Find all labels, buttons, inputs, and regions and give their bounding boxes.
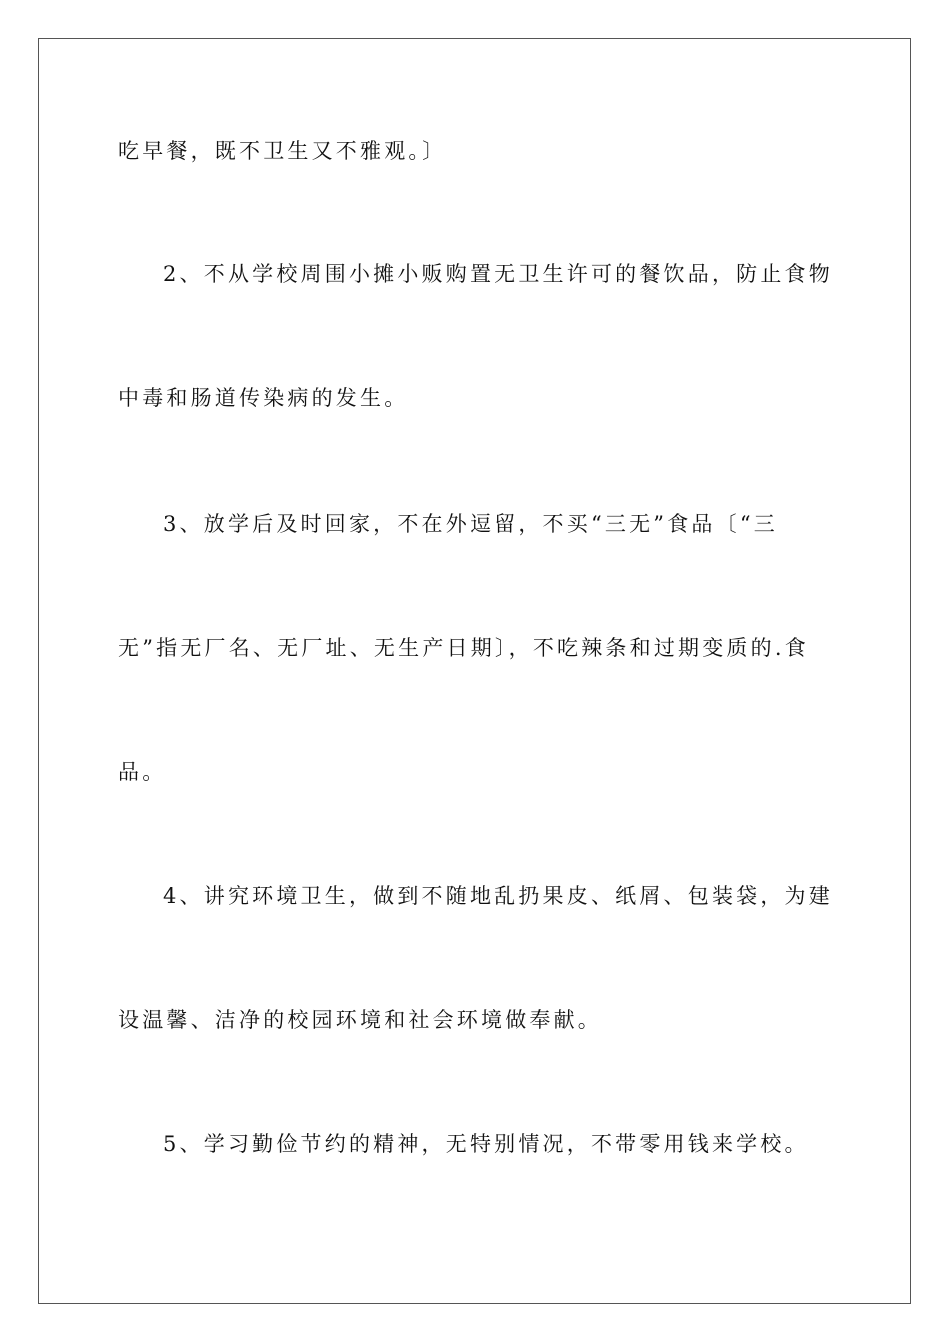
item-3-line-3: 品。 [118, 760, 167, 784]
item-3-line-1: 3、放学后及时回家，不在外逗留，不买“三无”食品〔“三 [163, 512, 778, 536]
item-5-line-1: 5、学习勤俭节约的精神，无特别情况，不带零用钱来学校。 [163, 1132, 809, 1156]
item-2-line-1: 2、不从学校周围小摊小贩购置无卫生许可的餐饮品，防止食物 [163, 262, 833, 286]
item-4-line-1: 4、讲究环境卫生，做到不随地乱扔果皮、纸屑、包装袋，为建 [163, 884, 833, 908]
item-2-line-2: 中毒和肠道传染病的发生。 [118, 386, 409, 410]
page-frame [38, 38, 911, 1304]
item-3-line-2: 无”指无厂名、无厂址、无生产日期〕，不吃辣条和过期变质的.食 [118, 636, 809, 660]
text-line-1: 吃早餐，既不卫生又不雅观。〕 [118, 139, 447, 163]
item-4-line-2: 设温馨、洁净的校园环境和社会环境做奉献。 [118, 1008, 602, 1032]
